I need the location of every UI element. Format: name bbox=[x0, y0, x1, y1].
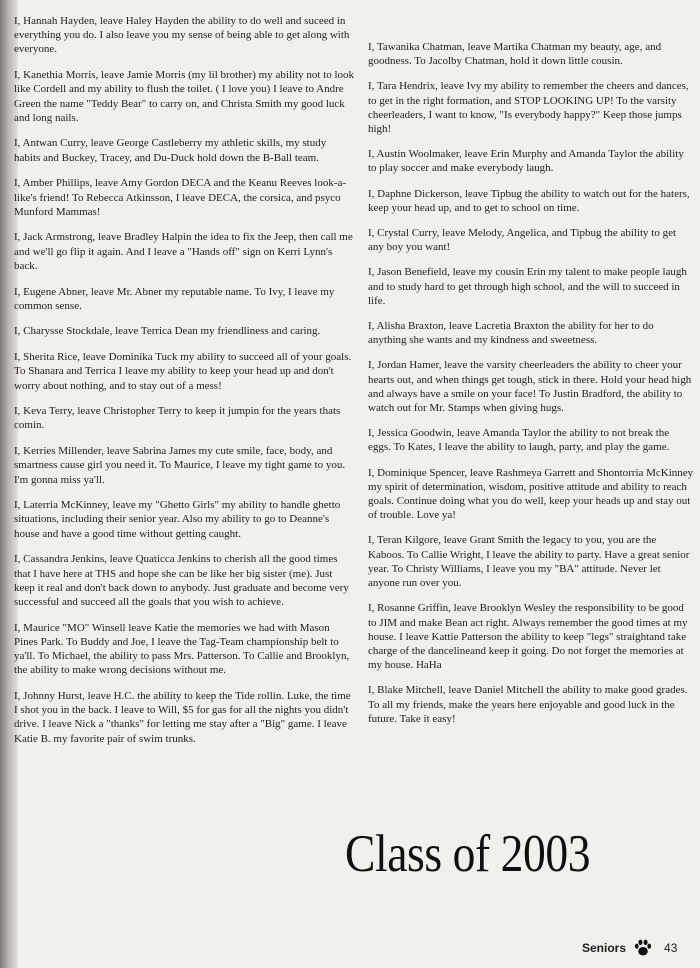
senior-will-entry: I, Amber Phillips, leave Amy Gordon DECA and the Keanu Reeves look-a-like's friend! To Rebecca Atkinsson, I leave DECA, the corsica, and psyco Munford Mammas! bbox=[14, 177, 347, 218]
senior-will-entry: I, Jason Benefield, leave my cousin Erin my talent to make people laugh and to study hard to get through high school, and the will to succeed in life. bbox=[368, 266, 687, 307]
page-footer bbox=[582, 937, 677, 959]
page-number: 43 bbox=[664, 941, 678, 955]
left-column bbox=[14, 14, 354, 757]
paw-print-icon bbox=[632, 937, 654, 959]
senior-will-entry: I, Rosanne Griffin, leave Brooklyn Wesley the responsibility to be good to JIM and make Bean act right. Always remember the good times at my house. I leave Kattie Patterson the ability to keep "legs" straightand take charge of the dancelineand keep it going. Do not forget the memories at my house. HaHa bbox=[368, 602, 688, 672]
senior-will-entry: I, Sherita Rice, leave Dominika Tuck my ability to succeed all of your goals. To Shanara and Terrica I leave my ability to keep your head up and don't worry about nothing, and to stay out of a mess! bbox=[14, 351, 352, 392]
senior-will-entry: I, Maurice "MO" Winsell leave Katie the memories we had with Mason Pines Park. To Buddy and Joe, I leave the Tag-Team championship belt to ya'll. To Michael, the ability to pass Mrs. Patterson. To Callie and Brooklyn, the ability to make wrong decisions without me. bbox=[14, 621, 350, 677]
senior-will-entry: I, Jordan Hamer, leave the varsity cheerleaders the ability to cheer your hearts out, and when things get tough, stick in there. Hold your head high and always have a smile on your face! To Justin Bradford, the ability to watch out for Mr. Stamps when giving hugs. bbox=[368, 359, 692, 415]
senior-will-entry: I, Laterria McKinney, leave my "Ghetto Girls" my ability to handle ghetto situations, including their senior year. Also my ability to go to Deanne's house and have a good time without getting caught. bbox=[14, 499, 341, 540]
senior-will-entry: I, Cassandra Jenkins, leave Quaticca Jenkins to cherish all the good times that I have here at THS and hope she can be like her big sister (me). Just keep it real and don't back down to anybody. Just graduate and become very successful and succeed all the goals that you wish to achieve. bbox=[14, 553, 349, 608]
senior-will-entry: I, Jack Armstrong, leave Bradley Halpin the idea to fix the Jeep, then call me and we'll go flip it again. And I leave a "Hands off" sign on Kerri Lynn's back. bbox=[14, 231, 353, 272]
senior-will-entry: I, Jessica Goodwin, leave Amanda Taylor the ability to not break the eggs. To Kates, I leave the ability to laugh, party, and play the game. bbox=[368, 427, 670, 454]
senior-will-entry: I, Charysse Stockdale, leave Terrica Dean my friendliness and caring. bbox=[14, 325, 321, 338]
senior-will-entry: I, Kerries Millender, leave Sabrina James my cute smile, face, body, and smartness cause girl you need it. To Maurice, I leave my tight game to you. I'm gonna miss ya'll. bbox=[14, 445, 346, 486]
senior-will-entry: I, Hannah Hayden, leave Haley Hayden the ability to do well and suceed in everything you do. I also leave you my sense of being able to get along with everyone. bbox=[14, 15, 350, 56]
senior-will-entry: I, Crystal Curry, leave Melody, Angelica, and Tipbug the ability to get any boy you want! bbox=[368, 227, 677, 254]
senior-will-entry: I, Teran Kilgore, leave Grant Smith the legacy to you, you are the Kaboos. To Callie Wright, I leave the ability to party. Have a great senior year. To Christy Williams, I leave you my "BA" attitude. Never let anyone run over you. bbox=[368, 534, 690, 590]
senior-will-entry: I, Alisha Braxton, leave Lacretia Braxton the ability for her to do anything she wants and my kindness and sweetness. bbox=[368, 320, 654, 347]
class-title: Class of 2003 bbox=[345, 825, 591, 883]
senior-will-entry: I, Blake Mitchell, leave Daniel Mitchell the ability to make good grades. To all my friends, make the years here enjoyable and good luck in the future. Take it easy! bbox=[368, 684, 688, 725]
senior-will-entry: I, Johnny Hurst, leave H.C. the ability to keep the Tide rollin. Luke, the time I shot you in the back. I leave to Will, $5 for gas for all the nights you didn't drive. I leave Nick a "thanks" for letting me stay after a "Big" game. I leave Katie B. my favorite pair of swim trunks. bbox=[14, 690, 351, 745]
senior-will-entry: I, Daphne Dickerson, leave Tipbug the ability to watch out for the haters, keep your head up, and to get to school on time. bbox=[368, 187, 690, 214]
senior-will-entry: I, Tara Hendrix, leave Ivy my ability to remember the cheers and dances, to get in the right formation, and STOP LOOKING UP! To the varsity cheerleaders, I want to know, "Is everybody happy?" Keep those jumps high! bbox=[368, 80, 689, 136]
senior-will-entry: I, Eugene Abner, leave Mr. Abner my reputable name. To Ivy, I leave my common sense. bbox=[14, 285, 335, 312]
senior-will-entry: I, Keva Terry, leave Christopher Terry to keep it jumpin for the years thats comin. bbox=[14, 405, 341, 432]
senior-will-entry: I, Dominique Spencer, leave Rashmeya Garrett and Shontorria McKinney my spirit of determination, wisdom, positive attitude and ability to reach goals. Continue doing what you do well, keep your heads up and stay out of trouble. Love ya! bbox=[368, 466, 694, 522]
senior-will-entry: I, Tawanika Chatman, leave Martika Chatman my beauty, age, and goodness. To Jacolby Chatman, hold it down little cousin. bbox=[368, 41, 662, 68]
section-label: Seniors bbox=[582, 941, 627, 955]
senior-will-entry: I, Kanethia Morris, leave Jamie Morris (my lil brother) my ability not to look like Cordell and my ability to flush the toilet. ( I love you) I leave to Andre Green the name "Teddy Bear" to carry on, and Christa Smith my good luck and long nails. bbox=[14, 69, 355, 124]
right-column bbox=[368, 40, 694, 737]
senior-will-entry: I, Antwan Curry, leave George Castleberry my athletic skills, my study habits and Buckey, Tracey, and Du-Duck hold down the B-Ball team. bbox=[14, 137, 327, 164]
senior-will-entry: I, Austin Woolmaker, leave Erin Murphy and Amanda Taylor the ability to play soccer and make everybody laugh. bbox=[368, 148, 684, 175]
